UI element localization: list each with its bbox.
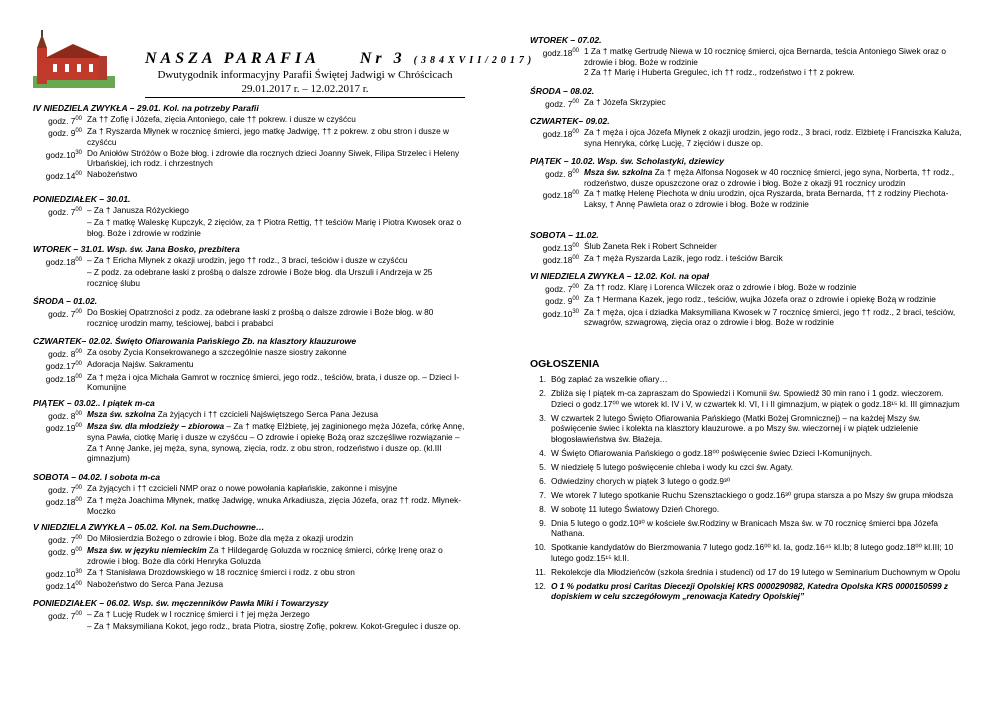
mass-intention: Do Aniołów Stróżów o Boże błog. i zdrowie dla rocznych dzieci Joanny Siwek, Filipa Strzelec i Heleny Urbańskiej, ich rodz. i chrzestnych: [87, 147, 460, 169]
mass-row: [530, 97, 962, 109]
mass-time: godz. $7^{00}$: [545, 283, 579, 294]
mass-row: [33, 347, 465, 359]
schedule-section: [530, 86, 962, 109]
announcement-item: [530, 542, 962, 563]
mass-intention: Za † męża i ojca Józefa Młynek z okazji urodzin, jego rodz., 3 braci, rodz. Elżbietę i Franciszka Kaluża, syna Henryka, córkę Lucję, 7 zięciów i dusze op.: [584, 127, 962, 148]
announcement-text: Bóg zapłać za wszelkie ofiary…: [551, 374, 668, 384]
mass-row: [530, 241, 962, 253]
mass-row: [33, 545, 465, 566]
mass-time: godz. $8^{00}$: [48, 410, 82, 421]
time-minutes: 00: [75, 497, 82, 504]
mass-time: godz. $8^{00}$: [545, 168, 579, 179]
mass-time: $godz.13^{00}$: [542, 242, 579, 253]
section-title: SOBOTA – 04.02. I sobota m-ca: [33, 472, 161, 482]
mass-intention: – Za † Janusza Różyckiego: [87, 205, 189, 215]
time-minutes: 30: [572, 308, 579, 315]
mass-row: [33, 217, 465, 238]
mass-intention: Za † Hermana Kazek, jego rodz., teściów, wujka Józefa oraz o zdrowie i opiekę Bożą w rodzinie: [584, 294, 936, 305]
mass-time: $godz.10^{30}$: [45, 149, 82, 160]
mass-intention: – Za † Ericha Młynek z okazji urodzin, jego †† rodz., 3 braci, teściów i dusze w czyśćcu: [87, 255, 408, 265]
mass-row: [33, 621, 465, 632]
mass-time: godz. $9^{00}$: [48, 128, 82, 139]
mass-row: [33, 567, 465, 579]
mass-time: $godz.14^{00}$: [45, 580, 82, 591]
mass-row: [530, 282, 962, 294]
mass-time: $godz.10^{30}$: [542, 308, 579, 319]
mass-time: $godz.19^{00}$: [45, 423, 82, 434]
mass-intention: – Z podz. za odebrane łaski z prośbą o dalsze zdrowie i Boże błog. dla Urszuli i Andrzeja w 25 rocznicę ślubu: [87, 267, 433, 288]
announcement-number: 4.: [539, 447, 546, 458]
section-title: ŚRODA – 08.02.: [530, 86, 595, 96]
mass-time: $godz.17^{00}$: [45, 361, 82, 372]
time-minutes: 00: [75, 361, 82, 368]
mass-time: $godz.18^{00}$: [542, 128, 579, 139]
mass-row: [33, 483, 465, 495]
schedule-section: [530, 271, 962, 328]
mass-intention: Za żyjących i †† czcicieli NMP oraz o nowe powołania kapłańskie, zakonne i misyjne: [87, 483, 398, 493]
time-minutes: 00: [75, 116, 82, 122]
announcement-item: [530, 490, 962, 501]
mass-time: godz. $7^{00}$: [48, 610, 82, 621]
announcement-number: 7.: [539, 489, 546, 500]
section-title: CZWARTEK– 02.02. Święto Ofiarowania Pańskiego Zb. na klasztory klauzurowe: [33, 336, 357, 346]
mass-time: $godz.18^{00}$: [45, 373, 82, 384]
announcement-item: [530, 504, 962, 515]
time-minutes: 00: [572, 284, 579, 290]
mass-row: [33, 307, 465, 328]
mass-intention: Ślub Żaneta Rek i Robert Schneider: [584, 241, 717, 251]
schedule-section: [33, 336, 465, 393]
time-minutes: 30: [75, 149, 82, 156]
time-minutes: 00: [75, 309, 82, 315]
mass-intention: Nabożeństwo do Serca Pana Jezusa: [87, 578, 224, 589]
mass-intention: Za osoby Życia Konsekrowanego a szczególnie nasze siostry zakonne: [87, 347, 347, 357]
time-minutes: 00: [572, 99, 579, 105]
mass-time: godz. $9^{00}$: [545, 296, 579, 307]
mass-time: godz. $7^{00}$: [48, 115, 82, 126]
section-title: CZWARTEK– 09.02.: [530, 116, 610, 126]
mass-time: $godz.14^{00}$: [45, 170, 82, 181]
mass-intention: Nabożeństwo: [87, 168, 138, 179]
mass-row: [530, 188, 962, 209]
mass-time: $godz.18^{00}$: [45, 497, 82, 508]
announcement-item: [530, 581, 962, 602]
mass-intention: – Za † matkę Waleskę Kupczyk, 2 zięciów, za † Piotra Rettig, †† teściów Marię i Piotra Kwosek oraz o błog. Boże i zdrowie w rodzinie: [87, 217, 462, 238]
section-title: WTOREK – 07.02.: [530, 35, 602, 45]
announcements-title: OGŁOSZENIA: [530, 358, 600, 370]
announcements-list: [530, 374, 962, 605]
mass-time: godz. $7^{00}$: [48, 534, 82, 545]
mass-time: godz. $7^{00}$: [48, 206, 82, 217]
section-title: PONIEDZIAŁEK – 30.01.: [33, 194, 131, 204]
newsletter-subtitle: Dwutygodnik informacyjny Parafii Świętej Jadwigi w Chróścicach: [157, 69, 453, 81]
announcement-item: [530, 413, 962, 445]
mass-intention: Msza św. szkolna Za † męża Alfonsa Nogosek w 40 rocznicę śmierci, jego syna, Norberta, †† rodz., rodzeństwo, dusze opuszczone oraz o zdrowie i błog. Boże z okazji 91 rocznicy urodzin: [584, 167, 954, 188]
mass-intention: – Za † Maksymiliana Kokot, jego rodz., brata Piotra, siostrę Zofię, pokrew. Kokot-Gregulec i dusze op.: [87, 621, 461, 632]
section-title: IV NIEDZIELA ZWYKŁA – 29.01. Kol. na potrzeby Parafii: [33, 103, 259, 113]
mass-row: [33, 255, 465, 267]
mass-row: [33, 148, 465, 169]
mass-intention: Do Boskiej Opatrzności z podz. za odebrane łaski z prośbą o dalsze zdrowie i Boże błog. w 80 rocznicę urodzin mamy, teściowej, babci i prababci: [87, 307, 434, 328]
masthead: [33, 20, 536, 100]
right-column: [530, 0, 962, 701]
time-minutes: 00: [75, 128, 82, 135]
time-minutes: 00: [75, 423, 82, 430]
announcement-text: W niedzielę 5 lutego poświęcenie chleba i wody ku czci św. Agaty.: [551, 461, 793, 472]
schedule-section: [530, 230, 962, 266]
announcement-number: 6.: [539, 475, 546, 486]
mass-intention: Msza św. szkolna Za żyjących i †† czcicieli Najświętszego Serca Pana Jezusa: [87, 409, 379, 419]
mass-row: [33, 267, 465, 288]
announcement-text: Rekolekcje dla Młodzieńców (szkoła średnia i studenci) od 17 do 19 lutego w Seminarium Duchownym w Opolu: [551, 566, 961, 577]
mass-intention: 2 Za †† Marię i Huberta Gregulec, ich †† rodz., rodzeństwo i †† z pokrew.: [584, 67, 855, 78]
announcement-item: [530, 567, 962, 578]
mass-intention: Za † męża, ojca i dziadka Maksymiliana Kwosek w 7 rocznicę śmierci, jego †† rodz., 2 braci, teściów, szwagrów, szwagrową, zięcia oraz o zdrowie i błog. Boże w rodzinie: [584, 306, 956, 328]
section-title: V NIEDZIELA ZWYKŁA – 05.02. Kol. na Sem.Duchowne…: [33, 522, 265, 532]
announcement-text: O 1 % podatku prosi Caritas Diecezji Opolskiej KRS 0000290982, Katedra Opolska KRS 0000150599 z dopiskiem w celu szczegółowym „renowacja Katedry Opolskiej”: [551, 580, 949, 602]
section-title: WTOREK – 31.01. Wsp. św. Jana Bosko, prezbitera: [33, 244, 240, 254]
mass-row: [33, 533, 465, 545]
mass-row: [33, 421, 465, 463]
mass-intention: Msza św. dla młodzieży – zbiorowa – Za † matkę Elżbietę, jej zaginionego męża Józefa, córkę Annę, syna Pawła, ciotkę Marię i dusze w czyśćcu – O zdrowie i opiekę Bożą oraz szczęśliwe rozwiązanie – Za † Annę Janke, jej męża, syna, synową, zięcia, rodz. z obu stron, rodzeństwo i dusze op. (kl.III gimnazjum): [87, 421, 465, 464]
announcement-number: 9.: [539, 517, 546, 528]
announcement-number: 12.: [534, 580, 546, 591]
section-title: VI NIEDZIELA ZWYKŁA – 12.02. Kol. na opał: [530, 271, 709, 281]
announcement-item: [530, 518, 962, 539]
time-minutes: 00: [75, 373, 82, 380]
mass-intention: Za † Stanisława Drozdowskiego w 18 rocznicę śmierci i rodz. z obu stron: [87, 566, 355, 577]
mass-row: [33, 359, 465, 371]
mass-time: $godz.10^{30}$: [45, 568, 82, 579]
mass-row: [33, 495, 465, 516]
announcement-number: 10.: [534, 542, 546, 553]
announcement-text: W Święto Ofiarowania Pańskiego o godz.18⁰⁰ poświęcenie świec Dzieci I-Komunijnych.: [551, 447, 873, 458]
schedule-section: [530, 116, 962, 148]
time-minutes: 00: [75, 349, 82, 355]
announcement-item: [530, 476, 962, 487]
section-title: ŚRODA – 01.02.: [33, 296, 98, 306]
section-title: PONIEDZIAŁEK – 06.02. Wsp. św. męczenników Pawła Miki i Towarzyszy: [33, 598, 329, 608]
section-title: SOBOTA – 11.02.: [530, 230, 599, 240]
mass-intention: Za † Józefa Skrzypiec: [584, 97, 666, 107]
time-minutes: 00: [75, 611, 82, 617]
mass-row: [530, 167, 962, 188]
mass-time: [33, 267, 87, 288]
mass-type: Msza św. szkolna: [87, 409, 156, 419]
time-minutes: 00: [572, 169, 579, 175]
mass-intention: Za † męża i ojca Michała Gamrot w rocznicę śmierci, jego rodz., teściów, brata, i dusze op. – Dzieci I-Komunijne: [87, 371, 460, 393]
time-minutes: 00: [75, 485, 82, 491]
announcement-text: We wtorek 7 lutego spotkanie Ruchu Szensztackiego o godz.16³⁰ grupa starsza a po Mszy św grupa młodsza: [551, 489, 954, 500]
schedule-section: [33, 296, 465, 328]
mass-time: [33, 621, 87, 632]
schedule-section: [33, 472, 465, 517]
time-minutes: 00: [75, 535, 82, 541]
mass-intention: Za † męża Ryszarda Lazik, jego rodz. i teściów Barcik: [584, 253, 783, 264]
announcement-text: Zbliża się I piątek m-ca zapraszam do Spowiedzi i Komunii św. Spowiedź 30 min rano i 1 godz. wieczorem. Dzieci o godz.17⁰⁰ we wtorek kl. IV i V, w czwartek kl. VI, I i II gimnazjum, w piątek o godz.18¹⁵ kl. III gimnazjum: [551, 387, 960, 409]
time-minutes: 00: [572, 48, 579, 54]
time-minutes: 00: [75, 580, 82, 587]
mass-time: [530, 67, 584, 78]
announcement-item: [530, 374, 962, 385]
mass-row: [33, 205, 465, 217]
mass-time: godz. $7^{00}$: [48, 308, 82, 319]
announcement-number: 3.: [539, 412, 546, 423]
time-minutes: 30: [75, 568, 82, 575]
left-column: [33, 0, 536, 701]
mass-row: [530, 46, 962, 67]
mass-intention: Za †† Zofię i Józefa, zięcia Antoniego, całe †† pokrew. i dusze w czyśćcu: [87, 114, 356, 124]
announcement-number: 11.: [535, 566, 546, 577]
mass-row: [530, 294, 962, 306]
newsletter-dates: 29.01.2017 r. – 12.02.2017 r.: [145, 83, 465, 98]
mass-time: godz. $8^{00}$: [48, 348, 82, 359]
schedule-section: [33, 522, 465, 591]
mass-time: $godz.18^{00}$: [542, 47, 579, 58]
schedule-section: [33, 244, 465, 289]
mass-intention: Msza św. w języku niemieckim Za † Hildegardę Goluzda w rocznicę śmierci, córkę Irenę oraz o zdrowie i błog. Boże dla córki Henryka Goluzda: [87, 545, 443, 566]
mass-type: Msza św. w języku niemieckim: [87, 545, 207, 556]
time-minutes: 00: [75, 547, 82, 554]
schedule-section: [530, 156, 962, 209]
time-minutes: 00: [572, 296, 579, 303]
mass-intention: Za † męża Joachima Młynek, matkę Jadwigę, wnuka Arkadiusza, zięcia Józefa, oraz †† rodz. Młynek-Moczko: [87, 495, 461, 516]
mass-intention: Adoracja Najśw. Sakramentu: [87, 359, 194, 370]
mass-time: $godz.18^{00}$: [45, 256, 82, 267]
mass-intention: Za † matkę Helenę Piechota w dniu urodzin, ojca Ryszarda, brata Bernarda, †† z rodziny Piechota-Laksy, † Annę Pawleta oraz o zdrowie i błog. Boże w rodzinie: [584, 188, 949, 209]
announcement-text: W sobotę 11 lutego Światowy Dzień Chorego.: [551, 503, 720, 514]
mass-intention: Do Miłosierdzia Bożego o zdrowie i błog. Boże dla męża z okazji urodzin: [87, 533, 354, 543]
time-minutes: 00: [572, 129, 579, 135]
church-icon: [33, 28, 115, 88]
section-title: PIĄTEK – 10.02. Wsp. św. Scholastyki, dziewicy: [530, 156, 725, 166]
announcement-number: 2.: [539, 387, 546, 398]
mass-row: [33, 609, 465, 621]
mass-type: Msza św. dla młodzieży – zbiorowa: [87, 421, 225, 432]
mass-intention: Za † Ryszarda Młynek w rocznicę śmierci, jego matkę Jadwigę, †† z pokrew. z obu stron i dusze w czyśćcu: [87, 126, 449, 147]
announcement-item: [530, 448, 962, 459]
schedule-section: [33, 194, 465, 239]
time-minutes: 00: [75, 170, 82, 177]
mass-row: [33, 169, 465, 181]
announcement-text: Odwiedziny chorych w piątek 3 lutego o godz.9³⁰: [551, 475, 731, 486]
mass-time: godz. $7^{00}$: [48, 484, 82, 495]
mass-row: [33, 579, 465, 591]
mass-type: Msza św. szkolna: [584, 167, 653, 177]
mass-row: [33, 409, 465, 421]
schedule-section: [33, 103, 465, 181]
schedule-section: [33, 398, 465, 464]
mass-time: godz. $9^{00}$: [48, 547, 82, 558]
mass-time: [33, 217, 87, 238]
mass-intention: 1 Za † matkę Gertrudę Niewa w 10 rocznicę śmierci, ojca Bernarda, teścia Antoniego Siwek oraz o zdrowie i błog. Boże w rodzinie: [584, 46, 947, 67]
time-minutes: 00: [75, 207, 82, 213]
time-minutes: 00: [572, 255, 579, 262]
mass-time: $godz.18^{00}$: [542, 189, 579, 200]
time-minutes: 00: [75, 257, 82, 263]
newsletter-title: NASZA PARAFIA Nr 3 (384XVII/2017): [145, 50, 536, 67]
mass-row: [530, 127, 962, 148]
mass-row: [530, 67, 962, 78]
announcement-number: 1.: [539, 374, 546, 384]
announcement-text: W czwartek 2 lutego Święto Ofiarowania Pańskiego (Matki Bożej Gromnicznej) – na każdej Mszy św. poświęcenie świec i kolekta na klasztory klauzurowe. a po Mszy św. wieczornej i w piątek udzielenie błogosławieństwa św. Błażeja.: [551, 412, 921, 444]
mass-row: [33, 114, 465, 126]
mass-intention: – Za † Lucję Rudek w I rocznicę śmierci i † jej męża Jerzego: [87, 609, 310, 619]
announcement-text: Spotkanie kandydatów do Bierzmowania 7 lutego godz.16⁰⁰ kl. Ia, godz.16⁴⁵ kl.Ib; 8 lutego godz.18⁰⁰ kl.III; 10 lutego godz.15¹⁵ kl.II.: [551, 542, 954, 563]
announcement-text: Dnia 5 lutego o godz.10³⁰ w kościele św.Rodziny w Branicach Msza św. w 70 rocznicę śmierci bpa Józefa Nathana.: [551, 517, 938, 539]
mass-row: [530, 307, 962, 328]
mass-row: [530, 253, 962, 265]
time-minutes: 00: [75, 411, 82, 417]
mass-time: $godz.18^{00}$: [542, 255, 579, 266]
schedule-section: [530, 35, 962, 78]
announcement-number: 8.: [539, 503, 546, 514]
mass-row: [33, 126, 465, 147]
announcement-item: [530, 388, 962, 409]
time-minutes: 00: [572, 190, 579, 197]
mass-intention: Za †† rodz. Klarę i Lorenca Wilczek oraz o zdrowie i błog. Boże w rodzinie: [584, 282, 857, 292]
mass-time: godz. $7^{00}$: [545, 98, 579, 109]
time-minutes: 00: [572, 243, 579, 249]
announcement-item: [530, 462, 962, 473]
schedule-section: [33, 598, 465, 632]
announcement-number: 5.: [539, 461, 546, 472]
mass-row: [33, 372, 465, 393]
section-title: PIĄTEK – 03.02.. I piątek m-ca: [33, 398, 155, 408]
